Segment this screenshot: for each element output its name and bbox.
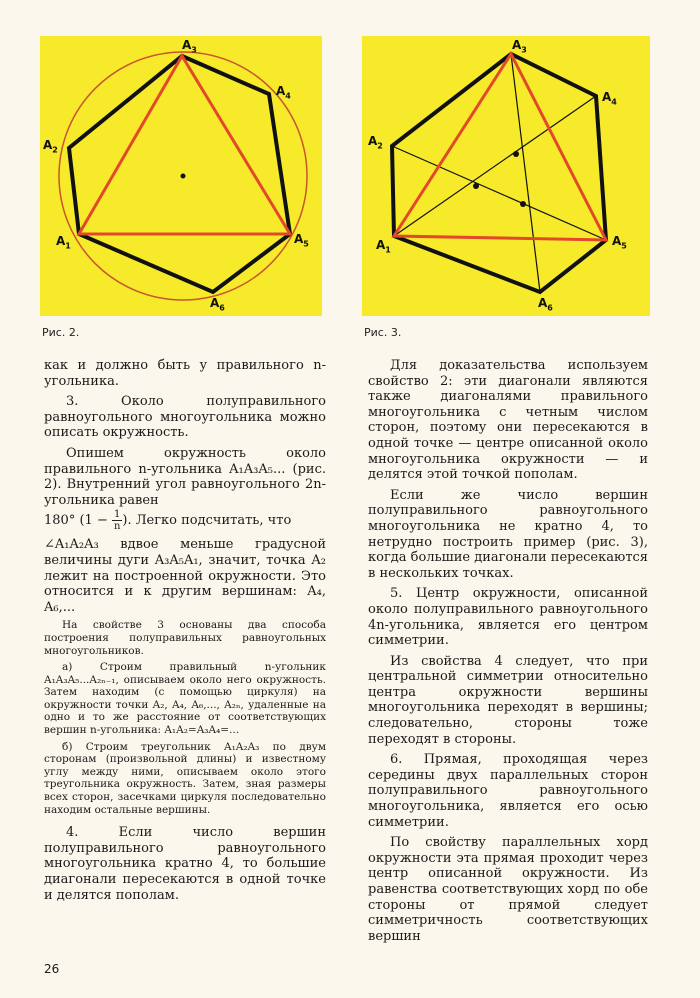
vertex-label-a4: $A_4$ bbox=[276, 84, 291, 101]
paragraph: Если же число вершин полуправильного равноугольного многоугольника не кратно 4, то нетрудно построить пример (рис. 3), когда большие диагонали пересекаются в нескольких точках. bbox=[368, 487, 648, 581]
vertex-label-a1: $A_1$ bbox=[376, 238, 391, 255]
hexagon bbox=[392, 54, 606, 292]
formula-degrees: 180° bbox=[44, 513, 76, 529]
figure-3-caption: Рис. 3. bbox=[364, 326, 402, 339]
vertex-label-a2: $A_2$ bbox=[43, 138, 58, 155]
diagonal-a2-a5 bbox=[392, 146, 606, 240]
figure-2-caption: Рис. 2. bbox=[42, 326, 80, 339]
formula-numerator: 1 bbox=[113, 509, 121, 521]
paragraph: По свойству параллельных хорд окружности эта прямая проходит через центр описанной окружности. Из равенства соответствующих хорд по обе стороны от прямой следует симметричность соответствующих вершин bbox=[368, 835, 648, 944]
page-number: 26 bbox=[44, 962, 60, 976]
hexagon bbox=[69, 56, 290, 292]
paragraph: как и должно быть у правильного n-угольника. bbox=[44, 358, 326, 389]
right-column bbox=[368, 358, 648, 944]
note-method-a: а) Строим правильный n-угольник A₁A₃A₅...A₂ₙ₋₁, описываем около него окружность. Затем находим (с помощью циркуля) на окружности точки A₂, A₄, A₆,..., A₂ₙ, удаленные на одно и то же расстояние от соответствующих вершин n-угольника: A₁A₂=A₃A₄=... bbox=[44, 661, 326, 737]
vertex-label-a4: $A_4$ bbox=[602, 90, 617, 107]
paragraph: Для доказательства используем свойство 2: эти диагонали являются также диагоналями правильного многоугольника с четным числом сторон, поэтому они пересекаются в одной точке — центре описанной около многоугольника окружности — и делятся этой точкой пополам. bbox=[368, 358, 648, 483]
intersection-point bbox=[520, 201, 526, 207]
vertex-label-a3: $A_3$ bbox=[512, 38, 527, 55]
triangle bbox=[394, 54, 606, 240]
triangle bbox=[79, 56, 290, 234]
property-6: 6. Прямая, проходящая через середины двух параллельных сторон полуправильного равноугольного многоугольника, является его осью симметрии. bbox=[368, 752, 648, 830]
center-point bbox=[181, 174, 186, 179]
vertex-label-a6: $A_6$ bbox=[538, 296, 553, 313]
vertex-label-a5: $A_5$ bbox=[294, 232, 309, 249]
diagonal-a3-a6 bbox=[511, 54, 540, 292]
intersection-point bbox=[473, 183, 479, 189]
diagonal-a1-a4 bbox=[394, 96, 596, 236]
formula-one-minus: 1 − bbox=[84, 513, 108, 529]
property-3: 3. Около полуправильного равноугольного многоугольника можно описать окружность. bbox=[44, 394, 326, 441]
property-4: 4. Если число вершин полуправильного равноугольного многоугольника кратно 4, то большие диагонали пересекаются в одной точке и делятся пополам. bbox=[44, 825, 326, 903]
vertex-label-a3: $A_3$ bbox=[182, 38, 197, 55]
paragraph: Опишем окружность около правильного n-угольника A₁A₃A₅... (рис. 2). Внутренний угол равноугольного 2n-угольника равен bbox=[44, 445, 326, 508]
figure-2-drawing bbox=[40, 36, 322, 316]
paragraph: ∠A₁A₂A₃ вдвое меньше градусной величины дуги A₃A₅A₁, значит, точка A₂ лежит на построенной окружности. Это относится и к другим вершинам: A₄, A₆,... bbox=[44, 537, 326, 615]
figure-2 bbox=[40, 36, 322, 316]
intersection-point bbox=[513, 151, 519, 157]
property-5: 5. Центр окружности, описанной около полуправильного равноугольного 4n-угольника, является его центром симметрии. bbox=[368, 586, 648, 649]
vertex-label-a6: $A_6$ bbox=[210, 296, 225, 313]
formula-fraction bbox=[112, 509, 122, 532]
figure-3 bbox=[362, 36, 650, 316]
paragraph: Из свойства 4 следует, что при центральной симметрии относительно центра окружности вершины многоугольника переходят в вершины; следовательно, стороны тоже переходят в стороны. bbox=[368, 653, 648, 747]
vertex-label-a1: $A_1$ bbox=[56, 234, 71, 251]
vertex-label-a2: $A_2$ bbox=[368, 134, 383, 151]
note-paragraph: На свойстве 3 основаны два способа построения полуправильных равноугольных многоугольников. bbox=[44, 619, 326, 657]
note-method-b: б) Строим треугольник A₁A₂A₃ по двум сторонам (произвольной длины) и известному углу между ними, описываем около этого треугольника окружность. Затем, зная размеры всех сторон, засечками циркуля последовательно находим остальные вершины. bbox=[44, 740, 326, 816]
angle-formula: 180° (1 − $\frac{1}{n}$ ). Легко подсчитать, что bbox=[44, 509, 292, 533]
vertex-label-a5: $A_5$ bbox=[612, 234, 627, 251]
left-column bbox=[44, 358, 326, 903]
formula-tail: . Легко подсчитать, что bbox=[127, 513, 292, 529]
formula-denominator: n bbox=[113, 521, 121, 533]
figure-3-drawing bbox=[362, 36, 650, 316]
